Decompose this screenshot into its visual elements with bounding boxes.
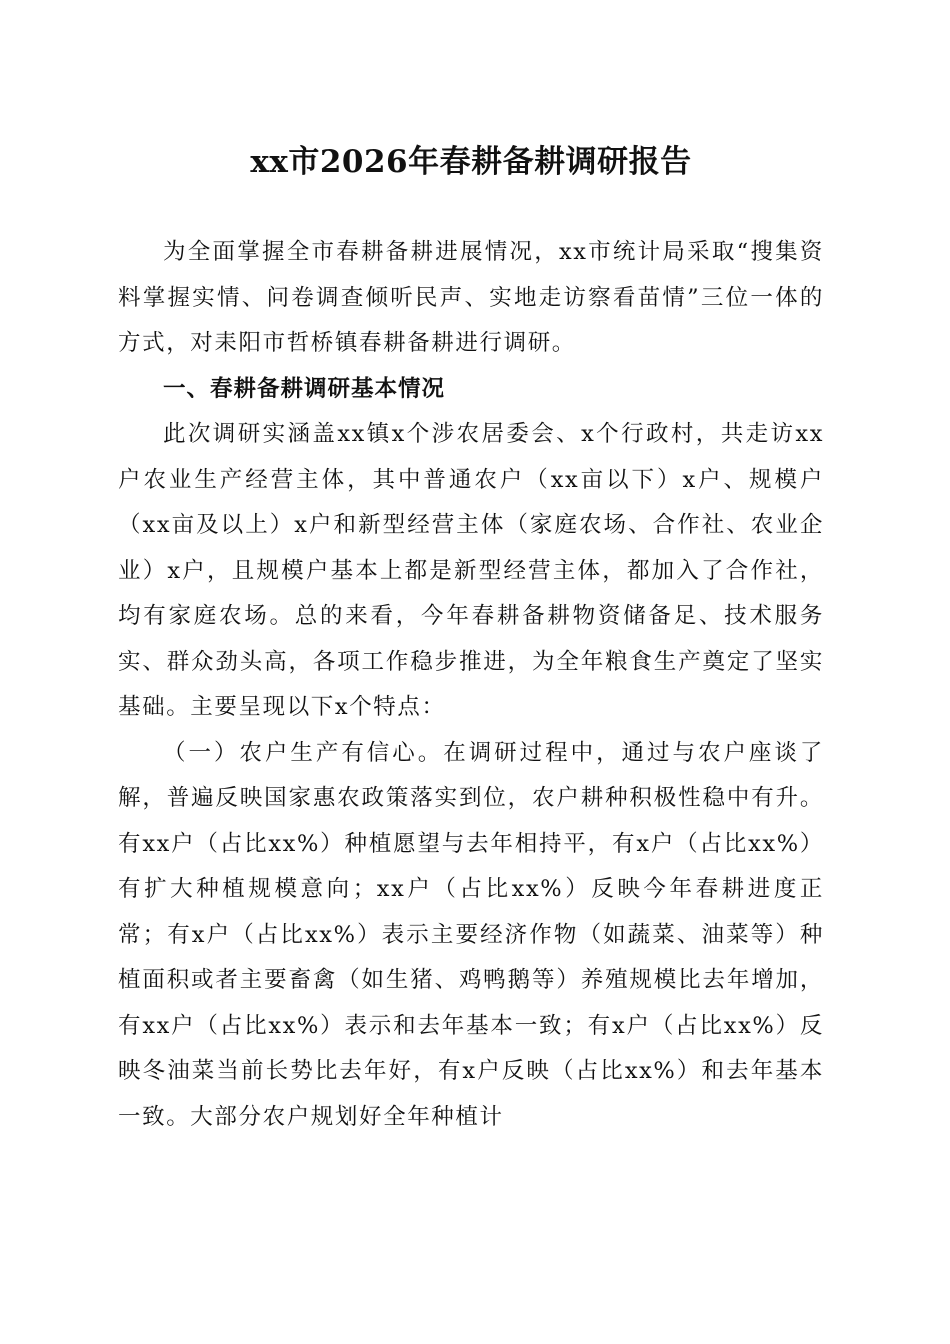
section-paragraph: 此次调研实涵盖xx镇x个涉农居委会、x个行政村，共走访xx户农业生产经营主体，其中普通农户（xx亩以下）x户、规模户（xx亩及以上）x户和新型经营主体（家庭农场、合作社、农业企业）x户，且规模户基本上都是新型经营主体，都加入了合作社，均有家庭农场。总的来看，今年春耕备耕物资储备足、技术服务实、群众劲头高，各项工作稳步推进，为全年粮食生产奠定了坚实基础。主要呈现以下x个特点：: [118, 421, 824, 720]
section-heading: 一、春耕备耕调研基本情况: [163, 375, 446, 402]
subsection-paragraph: [118, 731, 824, 1141]
document-title: xx市2026年春耕备耕调研报告: [250, 144, 692, 180]
subsection-heading: （一）农户生产有信心。: [163, 739, 444, 766]
subsection-text: 在调研过程中，通过与农户座谈了解，普遍反映国家惠农政策落实到位，农户耕种积极性稳中有升。有xx户（占比xx%）种植愿望与去年相持平，有x户（占比xx%）有扩大种植规模意向；xx户（占比xx%）反映今年春耕进度正常；有x户（占比xx%）表示主要经济作物（如蔬菜、油菜等）种植面积或者主要畜禽（如生猪、鸡鸭鹅等）养殖规模比去年增加，有xx户（占比xx%）表示和去年基本一致；有x户（占比xx%）反映冬油菜当前长势比去年好，有x户反映（占比xx%）和去年基本一致。大部分农户规划好全年种植计: [118, 739, 824, 1130]
document-body: [118, 230, 824, 1140]
intro-paragraph: 为全面掌握全市春耕备耕进展情况，xx市统计局采取“搜集资料掌握实情、问卷调查倾听民声、实地走访察看苗情”三位一体的方式，对耒阳市哲桥镇春耕备耕进行调研。: [118, 239, 824, 356]
